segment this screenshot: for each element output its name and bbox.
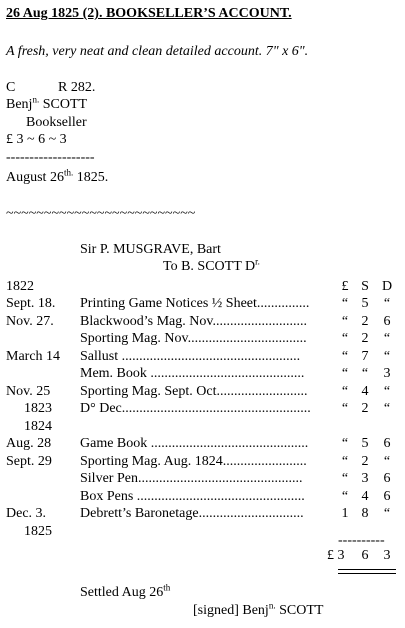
entry-shillings: “: [361, 366, 369, 381]
entry-date: March 14: [6, 349, 61, 364]
ledger-row: [0, 296, 405, 312]
ledger-row: [0, 436, 405, 452]
entry-date: Dec. 3.: [6, 506, 47, 521]
ref-dash-rule: -------------------: [6, 150, 95, 165]
ref-name: Benj$^{n.}$ SCOTT: [6, 94, 88, 112]
ref-number: R 282.: [58, 80, 96, 95]
entry-pounds: “: [341, 471, 349, 486]
ledger-row: [0, 349, 405, 365]
entry-pence: “: [383, 506, 391, 521]
entry-shillings: 2: [361, 401, 369, 416]
entry-shillings: 5: [361, 296, 369, 311]
document-title: 26 Aug 1825 (2). BOOKSELLER’S ACCOUNT.: [6, 6, 292, 21]
entry-date: Sept. 29: [6, 454, 52, 469]
ref-role: Bookseller: [26, 115, 87, 130]
entry-item: Silver Pen...............................................: [80, 471, 303, 486]
entry-pounds: “: [341, 489, 349, 504]
tilde-divider: ~~~~~~~~~~~~~~~~~~~~~~~~~: [6, 206, 196, 221]
ledger-row: [0, 401, 405, 417]
ledger-row: [0, 314, 405, 330]
entry-date: Nov. 27.: [6, 314, 54, 329]
entry-pence: 3: [383, 366, 391, 381]
entry-pounds: “: [341, 366, 349, 381]
double-rule-top: [338, 569, 396, 570]
entry-pounds: “: [341, 436, 349, 451]
entry-shillings: 2: [361, 331, 369, 346]
entry-date: Aug. 28: [6, 436, 52, 451]
entry-shillings: 4: [361, 489, 369, 504]
column-header-row: [0, 279, 405, 295]
total-rule: ----------: [338, 533, 385, 548]
total-shillings: 6: [361, 548, 369, 563]
entry-date: 1823: [24, 401, 52, 416]
entry-shillings: 3: [361, 471, 369, 486]
entry-pence: “: [383, 296, 391, 311]
ref-c: C: [6, 80, 16, 95]
entry-pounds: “: [341, 314, 349, 329]
entry-pence: “: [383, 331, 391, 346]
entry-date: 1825: [24, 524, 52, 539]
ledger-row: [0, 366, 405, 382]
settled-note: Settled Aug 26th: [80, 582, 171, 600]
ref-date: August $26^{th.}$ 1825.: [6, 167, 109, 185]
entry-pence: 6: [383, 314, 391, 329]
entry-pence: 6: [383, 471, 391, 486]
entry-date: Sept. 18.: [6, 296, 56, 311]
ledger-row: [0, 506, 405, 522]
entry-item: D° Dec......................................................: [80, 401, 311, 416]
entry-item: Sporting Mag. Nov..................................: [80, 331, 307, 346]
entry-pence: 6: [383, 436, 391, 451]
entry-pounds: “: [341, 349, 349, 364]
col-shillings-header: S: [361, 279, 369, 294]
ledger-row: [0, 454, 405, 470]
entry-item: Debrett’s Baronetage..............................: [80, 506, 304, 521]
double-rule-bottom: [338, 573, 396, 574]
ledger-row: [0, 489, 405, 505]
entry-item: Mem. Book ............................................: [80, 366, 305, 381]
entry-pence: “: [383, 401, 391, 416]
ledger-row: [0, 384, 405, 400]
entry-shillings: 4: [361, 384, 369, 399]
entry-item: Sallust ...................................................: [80, 349, 301, 364]
entry-shillings: 2: [361, 454, 369, 469]
total-pounds: £ 3: [327, 548, 345, 563]
entry-shillings: 7: [361, 349, 369, 364]
entry-pounds: “: [341, 384, 349, 399]
entry-item: Sporting Mag. Aug. 1824........................: [80, 454, 307, 469]
entry-shillings: 8: [361, 506, 369, 521]
entry-date: 1824: [24, 419, 52, 434]
col-pounds-header: £: [341, 279, 349, 294]
col-pence-header: D: [381, 279, 393, 294]
total-row: [0, 548, 405, 564]
entry-pence: “: [383, 454, 391, 469]
entry-item: Blackwood’s Mag. Nov...........................: [80, 314, 307, 329]
debtor-name: Sir P. MUSGRAVE, Bart: [80, 242, 221, 257]
entry-pounds: “: [341, 454, 349, 469]
entry-pounds: “: [341, 296, 349, 311]
entry-shillings: 5: [361, 436, 369, 451]
entry-item: Sporting Mag. Sept. Oct..........................: [80, 384, 308, 399]
ledger-row: [0, 471, 405, 487]
entry-pounds: 1: [341, 506, 349, 521]
entry-pounds: “: [341, 401, 349, 416]
entry-pence: “: [383, 384, 391, 399]
signature-line: [signed] Benj$^{n.}$ SCOTT: [193, 600, 324, 618]
entry-item: Printing Game Notices ½ Sheet...............: [80, 296, 310, 311]
ledger-row: [0, 419, 405, 435]
ledger-row: [0, 331, 405, 347]
entry-pence: “: [383, 349, 391, 364]
entry-date: Nov. 25: [6, 384, 51, 399]
entry-pence: 6: [383, 489, 391, 504]
entry-item: Game Book .............................................: [80, 436, 309, 451]
start-year: 1822: [6, 279, 34, 294]
creditor-name: To B. SCOTT $D^{r.}$: [163, 256, 260, 274]
entry-shillings: 2: [361, 314, 369, 329]
ref-amount: £ 3 ~ 6 ~ 3: [6, 132, 67, 147]
entry-item: Box Pens ................................................: [80, 489, 305, 504]
document-description: A fresh, very neat and clean detailed account. 7" x 6".: [6, 44, 309, 59]
total-pence: 3: [383, 548, 391, 563]
entry-pounds: “: [341, 331, 349, 346]
